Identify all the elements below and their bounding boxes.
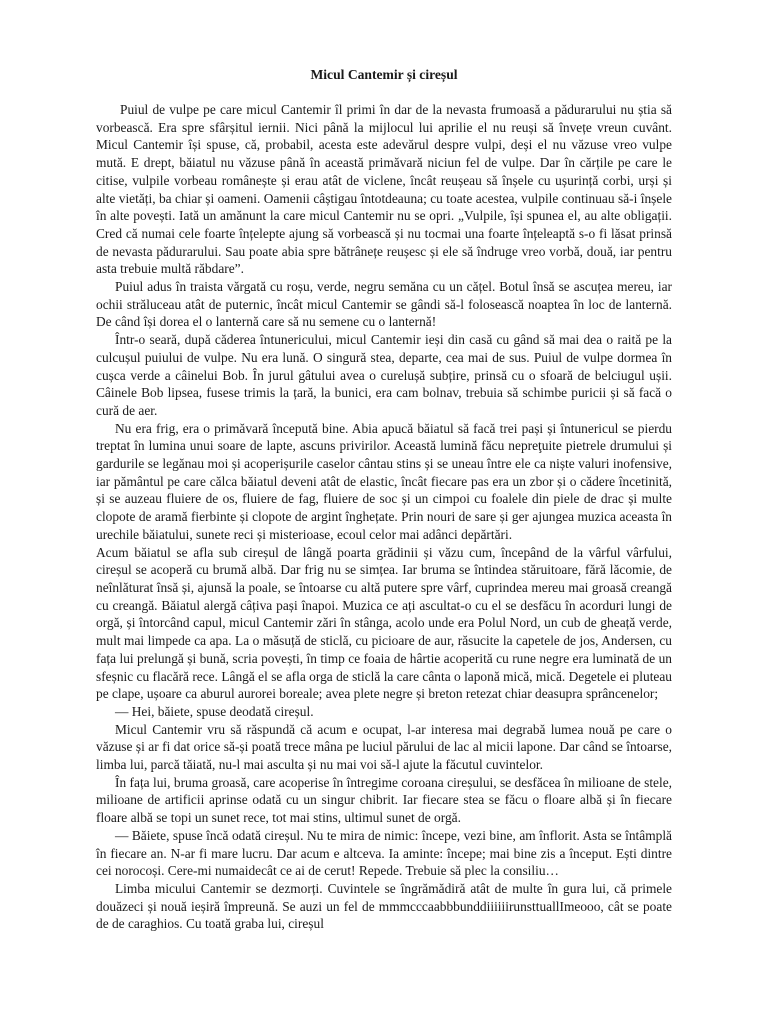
paragraph: Limba micului Cantemir se dezmorți. Cuvintele se îngrămădiră atât de multe în gura lui, că primele douăzeci și nouă ieșiră împreună. Se auzi un fel de mmmcccaabbbunddiiiiiirunsttuallImeooo, cât se poate de de caraghios. Cu toată graba lui, cireșul <box>96 880 672 932</box>
document-body <box>96 66 672 933</box>
document-title: Micul Cantemir și cireșul <box>310 67 458 82</box>
paragraph: Micul Cantemir vru să răspundă că acum e ocupat, l-ar interesa mai degrabă lumea nouă pe care o văzuse și ar fi dat orice să-și poată trece mâna pe luciul părului de lac al micii lapone. Dar când se întoarse, limba lui, parcă tăiată, nu-l mai asculta și nu mai voi să-l ajute la făcutul cuvintelor. <box>96 721 672 773</box>
dialogue-paragraph: — Băiete, spuse încă odată cireșul. Nu te mira de nimic: începe, vezi bine, am înflorit. Asta se întâmplă în fiecare an. N-ar fi mare lucru. Dar acum e altceva. Ia aminte: începe; mai bine zis a început. Ești dintre cei norocoși. Cere-mi numaidecât ce ai de cerut! Repede. Trebuie să plec la consiliu… <box>96 827 672 879</box>
paragraph: Puiul adus în traista vărgată cu roșu, verde, negru semăna cu un cățel. Botul însă se ascuțea mereu, iar ochii străluceau atât de puternic, încât micul Cantemir se gândi să-l folosească noaptea în loc de lanternă. De când își dorea el o lanternă care să nu semene cu o lanternă! <box>96 279 672 330</box>
paragraph: Nu era frig, era o primăvară începută bine. Abia apucă băiatul să facă trei pași și întunericul se pierdu treptat în lumina unui soare de lapte, ascuns privirilor. Această lumină făcu nepreţuite pietrele drumului și gardurile se legănau moi și acoperișurile caselor cântau stins și se uneau între ele ca niște valuri inofensive, iar pământul pe care călca băiatul deveni atât de elastic, încât fiecare pas era un zbor și o cădere încetinită, și se auzeau fluiere de os, fluiere de fag, fluiere de soc și un cimpoi cu foalele din piele de drac și multe clopote de aramă fierbinte și clopote de argint înghețate. Prin nouri de sare și ger ajungea muzica aceasta în urechile băiatului, sunete reci și misterioase, ecoul celor mai adânci depărtări. <box>96 420 672 542</box>
paragraph: În fața lui, bruma groasă, care acoperise în întregime coroana cireșului, se desfăcea în milioane de stele, milioane de artificii aprinse odată cu un singur chibrit. Iar fiecare stea se făcu o floare albă și în fiecare floare albă se topi un sunet rece, tot mai stins, ultimul sunet de orgă. <box>96 774 672 826</box>
paragraph: Într-o seară, după căderea întunericului, micul Cantemir ieși din casă cu gând să mai dea o raită pe la culcușul puiului de vulpe. Nu era lună. O singură stea, departe, cea mai de sus. Puiul de vulpe dormea în cușca verde a câinelui Bob. În jurul gâtului avea o curelușă subțire, prinsă cu o sfoară de belciugul ușii. Câinele Bob lipsea, fusese trimis la țară, la bunici, era cam bolnav, trebuia să schimbe puricii și să facă o cură de aer. <box>96 332 672 418</box>
dialogue-line: — Hei, băiete, spuse deodată cireșul. <box>115 703 314 719</box>
paragraph: Acum băiatul se afla sub cireșul de lângă poarta grădinii și văzu cum, începând de la vârful vârfului, cireșul se acoperă cu brumă albă. Dar frig nu se simțea. Iar bruma se întindea stăruitoare, fără lăcomie, de neînlăturat însă și, ajunsă la poale, se întoarse cu altă putere spre vârf, cuprindea mereu mai groasă creangă cu creangă. Băiatul alergă câțiva pași înapoi. Muzica ce ați ascultat-o cu el se desfăcu în acorduri lungi de orgă, și întorcând capul, micul Cantemir zări în stânga, acolo unde era Polul Nord, un cub de gheață verde, mult mai limpede ca apa. La o măsuță de sticlă, cu picioare de aur, răsucite la capetele de jos, Andersen, cu fața lui prelungă și bună, scria povești, în timp ce foaia de hârtie acoperită cu rune negre era luminată de un sfeșnic cu flacără rece. Lângă el se afla orga de sticlă la care cânta o laponă mică, mică. Degetele ei pluteau pe clape, ușoare ca aburul aurorei boreale; avea plete negre și breton retezat chiar deasupra sprâncenelor; <box>96 544 672 702</box>
paragraph: Puiul de vulpe pe care micul Cantemir îl primi în dar de la nevasta frumoasă a pădurarului nu știa să vorbească. Era spre sfârșitul iernii. Nici până la mijlocul lui aprilie el nu reuși să învețe vreun cuvânt. Micul Cantemir își spuse, că, probabil, acesta este adevărul despre vulpi, deși el nu văzuse vreo vulpe mută. E drept, băiatul nu văzuse până în această primăvară niciun fel de vulpe. Dar în cărțile pe care le citise, vulpile vorbeau românește și erau atât de viclene, încât reușeau să înșele cu ușurință corbi, urși și alte vietăți, ba chiar și oameni. Oamenii câștigau întotdeauna; cu toate acestea, vulpile continuau să-i înșele în alte povești. Iată un amănunt la care micul Cantemir nu se opri. „Vulpile, își spunea el, au alte obligații. Cred că numai cele foarte înțelepte ajung să vorbească și nu tocmai una foarte înțeleaptă s-o fi lăsat prinsă de nevasta pădurarului. Sau poate abia spre bătrânețe reușesc și ele să îndruge vreo vorbă, două, iar pentru asta trebuie multă răbdare”. <box>96 102 672 277</box>
